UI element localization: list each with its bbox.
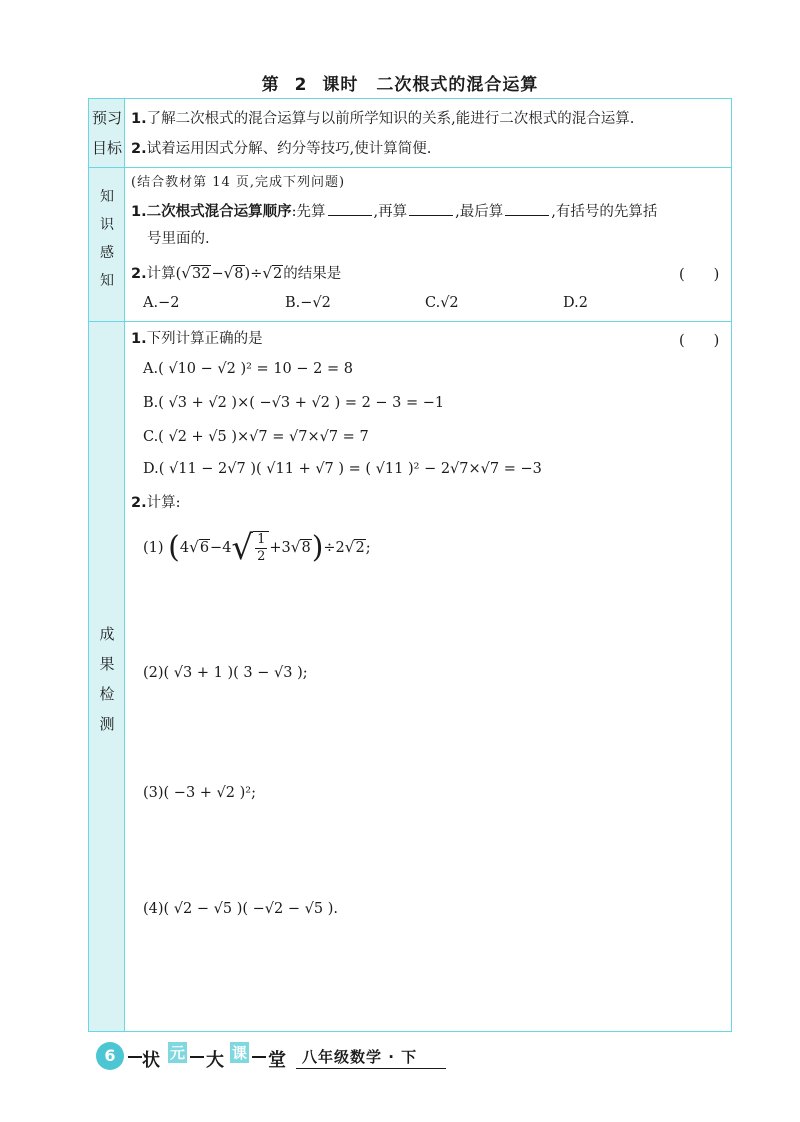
check-option-d[interactable]: D.( √11 − 2√7 )( √11 + √7 ) = ( √11 )² − 2√7×√7 = −3 [143,461,542,477]
divider [89,321,731,322]
section-label-check-4: 测 [99,715,115,733]
option-b[interactable]: B.−√2 [285,295,331,311]
calc-item-1: (1) (4√6−4√ $\frac{1}{2}$ +3√8)÷2√2; [143,528,371,568]
page-title: 第 2 课时 二次根式的混合运算 [261,75,539,95]
check-option-c[interactable]: C.( √2 + √5 )×√7 = √7×√7 = 7 [143,429,369,445]
answer-blank[interactable] [505,201,549,216]
answer-paren[interactable]: ( ) [679,333,720,349]
calc-item-2: (2)( √3 + 1 )( 3 − √3 ); [143,665,308,681]
divider [89,167,731,168]
knowledge-note: (结合教材第 14 页,完成下列问题) [131,175,346,190]
section-label-knowledge-4: 知 [100,273,114,289]
check-option-a[interactable]: A.( √10 − √2 )² = 10 − 2 = 8 [143,361,353,377]
section-label-check-2: 果 [99,655,115,673]
footer-underline [296,1068,446,1069]
option-c[interactable]: C.√2 [425,295,459,311]
goal-1: 1.了解二次根式的混合运算与以前所学知识的关系,能进行二次根式的混合运算. [131,111,635,127]
section-label-goals-2: 目标 [91,139,122,157]
knowledge-q1: 1.二次根式混合运算顺序:先算 ,再算 ,最后算 ,有括号的先算括 [131,201,657,222]
answer-paren[interactable]: ( ) [679,267,720,283]
section-label-check-1: 成 [99,625,115,643]
footer [96,1040,456,1074]
calc-item-4: (4)( √2 − √5 )( −√2 − √5 ). [143,901,338,917]
check-q1: 1.下列计算正确的是 [131,331,263,347]
brand-logo: 状 元 大 课 堂 [126,1042,326,1072]
worksheet-table [88,98,732,1032]
section-label-knowledge-2: 识 [100,217,114,233]
option-d[interactable]: D.2 [563,295,588,311]
check-option-b[interactable]: B.( √3 + √2 )×( −√3 + √2 ) = 2 − 3 = −1 [143,395,445,411]
page-number: 6 [96,1042,124,1070]
answer-blank[interactable] [328,201,372,216]
option-a[interactable]: A.−2 [143,295,180,311]
footer-subject: 八年级数学 · 下 [302,1048,418,1066]
knowledge-q2: 2.计算(√32−√8)÷√2的结果是 [131,264,342,282]
knowledge-q1-line2: 号里面的. [147,231,210,247]
section-label-check-3: 检 [99,685,115,703]
check-q2: 2.计算: [131,495,181,511]
section-label-knowledge-3: 感 [100,245,114,261]
section-label-goals-1: 预习 [91,109,122,127]
section-label-knowledge-1: 知 [100,189,114,205]
answer-blank[interactable] [409,201,453,216]
goal-2: 2.试着运用因式分解、约分等技巧,使计算简便. [131,141,432,157]
calc-item-3: (3)( −3 + √2 )²; [143,785,256,801]
